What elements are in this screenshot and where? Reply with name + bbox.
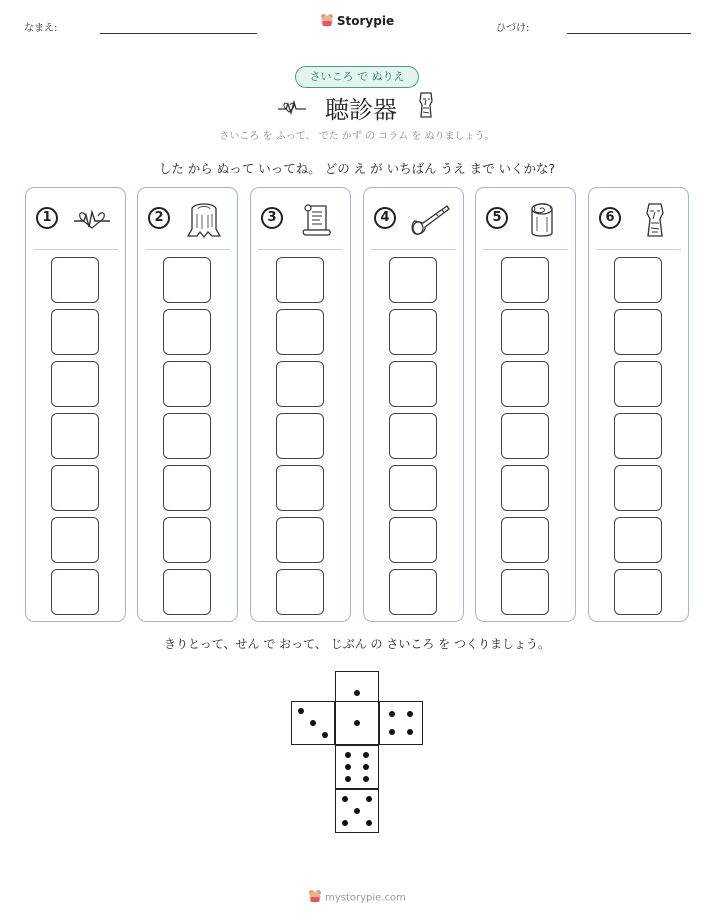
column-number: 3 [261, 207, 283, 229]
coloring-cell[interactable] [501, 413, 549, 459]
coloring-cell[interactable] [163, 413, 211, 459]
die-pip [354, 808, 360, 814]
name-line[interactable] [100, 33, 257, 34]
coloring-cell[interactable] [163, 517, 211, 563]
tree-stump-icon [181, 200, 227, 240]
coloring-cell[interactable] [163, 257, 211, 303]
page-title-row [0, 90, 714, 125]
coloring-cell[interactable] [389, 309, 437, 355]
die-pip [389, 729, 395, 735]
storypie-footer-logo-icon [308, 889, 322, 906]
die-pip [345, 776, 351, 782]
coloring-cell[interactable] [501, 361, 549, 407]
coloring-cell[interactable] [276, 361, 324, 407]
page-subtitle: さいころ を ふって、 でた かず の コラム を ぬりましょう。 [219, 131, 495, 142]
die-pip [342, 820, 348, 826]
die-face-3 [291, 701, 335, 745]
scroll-icon [294, 200, 340, 240]
coloring-cell[interactable] [51, 361, 99, 407]
die-face-6 [335, 745, 379, 789]
moai-title-icon [415, 97, 437, 125]
coloring-cell[interactable] [501, 309, 549, 355]
die-pip [363, 752, 369, 758]
coloring-cell[interactable] [614, 257, 662, 303]
coloring-cell[interactable] [163, 309, 211, 355]
column-number: 2 [148, 207, 170, 229]
coloring-cell[interactable] [614, 517, 662, 563]
die-pip [366, 820, 372, 826]
coloring-cell[interactable] [51, 257, 99, 303]
coloring-cell[interactable] [276, 257, 324, 303]
die-pip [354, 720, 360, 726]
cut-instruction: きりとって、せん で おって、 じぶん の さいころ を つくりましょう。 [164, 637, 550, 651]
coloring-cell[interactable] [276, 465, 324, 511]
column-number: 4 [374, 207, 396, 229]
footer [0, 889, 714, 906]
coloring-cell[interactable] [163, 569, 211, 615]
die-face-1 [335, 701, 379, 745]
die-pip [366, 796, 372, 802]
die-pip [342, 796, 348, 802]
coloring-cell[interactable] [276, 517, 324, 563]
die-face-4 [379, 701, 423, 745]
coloring-cell[interactable] [614, 465, 662, 511]
coloring-cell[interactable] [614, 413, 662, 459]
column-divider [258, 249, 343, 250]
brand-header [0, 13, 714, 30]
die-pip [345, 752, 351, 758]
die-pip [363, 776, 369, 782]
column-number: 6 [599, 207, 621, 229]
coloring-cell[interactable] [51, 465, 99, 511]
coloring-cell[interactable] [51, 413, 99, 459]
column-divider [483, 249, 568, 250]
instruction-text: した から ぬって いってね。 どの え が いちばん うえ まで いくかな? [158, 161, 556, 176]
column-divider [145, 249, 230, 250]
coloring-cell[interactable] [501, 465, 549, 511]
coloring-cell[interactable] [51, 309, 99, 355]
date-label: ひづけ: [496, 23, 530, 34]
coloring-cell[interactable] [389, 517, 437, 563]
footer-url: mystorypie.com [325, 892, 406, 904]
die-pip [407, 711, 413, 717]
date-line[interactable] [567, 33, 691, 34]
coloring-cell[interactable] [276, 413, 324, 459]
die-pip [407, 729, 413, 735]
die-pip [310, 720, 316, 726]
brand-name: Storypie [336, 14, 395, 28]
coloring-cell[interactable] [614, 361, 662, 407]
coloring-cell[interactable] [163, 465, 211, 511]
coloring-cell[interactable] [51, 517, 99, 563]
coloring-cell[interactable] [614, 569, 662, 615]
die-pip [354, 690, 360, 696]
page-title: 聴診器 [325, 96, 397, 124]
activity-pill: さいころ で ぬりえ [295, 66, 419, 88]
heartbeat-icon [69, 200, 115, 240]
column-divider [596, 249, 681, 250]
coloring-cell[interactable] [389, 413, 437, 459]
moai-icon [632, 200, 678, 240]
coloring-cell[interactable] [276, 309, 324, 355]
rolled-mat-icon [519, 200, 565, 240]
die-pip [363, 764, 369, 770]
coloring-cell[interactable] [614, 309, 662, 355]
name-label: なまえ: [24, 23, 58, 34]
coloring-cell[interactable] [501, 517, 549, 563]
die-pip [389, 711, 395, 717]
column-number: 1 [36, 207, 58, 229]
coloring-cell[interactable] [389, 257, 437, 303]
die-pip [298, 708, 304, 714]
coloring-cell[interactable] [501, 257, 549, 303]
coloring-cell[interactable] [389, 361, 437, 407]
coloring-cell[interactable] [501, 569, 549, 615]
storypie-logo-icon [320, 13, 334, 30]
die-pip [322, 732, 328, 738]
horn-icon [407, 200, 453, 240]
column-number: 5 [486, 207, 508, 229]
coloring-cell[interactable] [51, 569, 99, 615]
coloring-cell[interactable] [276, 569, 324, 615]
die-face-5 [335, 789, 379, 833]
die-pip [345, 764, 351, 770]
coloring-cell[interactable] [389, 465, 437, 511]
column-divider [371, 249, 456, 250]
coloring-cell[interactable] [163, 361, 211, 407]
coloring-cell[interactable] [389, 569, 437, 615]
column-divider [33, 249, 118, 250]
stethoscope-wave-icon [277, 94, 315, 122]
